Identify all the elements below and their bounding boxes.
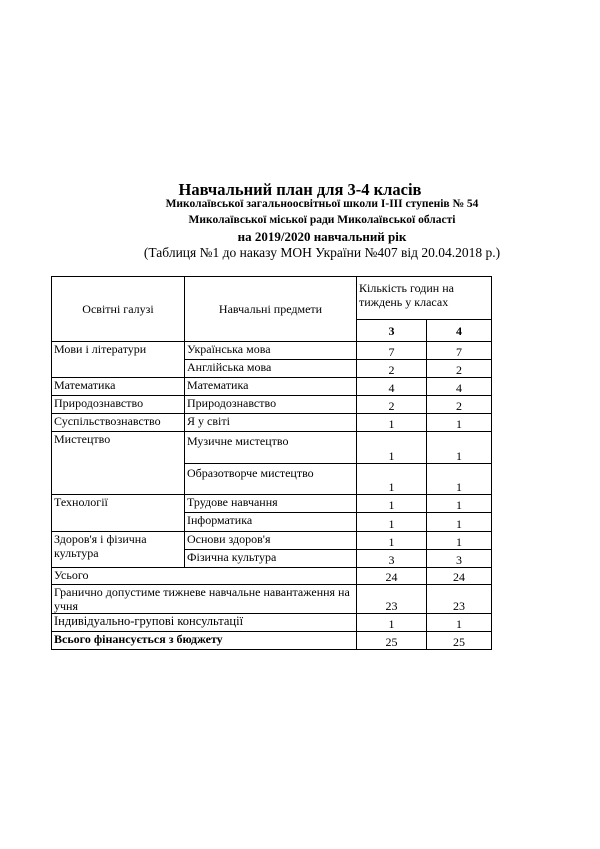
max-load-grade-3: 23 (357, 585, 427, 614)
hours-grade-3: 4 (357, 378, 427, 396)
grade-3-header: 3 (357, 320, 427, 342)
hours-grade-4: 4 (427, 378, 492, 396)
table-row (52, 532, 492, 550)
hours-grade-4: 2 (427, 396, 492, 414)
hours-grade-4: 1 (427, 495, 492, 513)
hours-grade-3: 2 (357, 396, 427, 414)
subject-cell: Англійська мова (185, 360, 357, 378)
table-header-row (52, 277, 492, 320)
area-cell: Здоров'я і фізична культура (52, 532, 185, 568)
hours-grade-3: 1 (357, 432, 427, 464)
hours-grade-3: 3 (357, 550, 427, 568)
subject-cell: Природознавство (185, 396, 357, 414)
hours-grade-4: 1 (427, 414, 492, 432)
hours-grade-4: 1 (427, 464, 492, 495)
area-cell: Мови і літератури (52, 342, 185, 378)
school-year: на 2019/2020 навчальний рік (237, 229, 407, 244)
max-load-grade-4: 23 (427, 585, 492, 614)
school-name: Миколаївської загальноосвітньої школи І-ІІІ ступенів № 54 (165, 198, 479, 210)
hours-grade-4: 1 (427, 513, 492, 532)
total-row (52, 568, 492, 585)
grade-4-header: 4 (427, 320, 492, 342)
hours-grade-4: 1 (427, 432, 492, 464)
subject-cell: Трудове навчання (185, 495, 357, 513)
hours-grade-3: 1 (357, 532, 427, 550)
subject-cell: Українська мова (185, 342, 357, 360)
subject-cell: Фізична культура (185, 550, 357, 568)
col-header-hours: Кількість годин на тиждень у класах (357, 277, 492, 320)
subject-cell: Основи здоров'я (185, 532, 357, 550)
hours-grade-3: 1 (357, 414, 427, 432)
council-name: Миколаївської міської ради Миколаївської області (188, 214, 456, 226)
hours-grade-3: 7 (357, 342, 427, 360)
total-grade-4: 24 (427, 568, 492, 585)
subject-cell: Музичне мистецтво (185, 432, 357, 464)
hours-grade-4: 7 (427, 342, 492, 360)
budget-grade-4: 25 (427, 632, 492, 650)
col-header-subject: Навчальні предмети (185, 277, 357, 342)
subject-cell: Інформатика (185, 513, 357, 532)
hours-grade-3: 1 (357, 513, 427, 532)
budget-grade-3: 25 (357, 632, 427, 650)
area-cell: Суспільствознавство (52, 414, 185, 432)
curriculum-table (51, 276, 492, 650)
hours-grade-4: 3 (427, 550, 492, 568)
consultations-label: Індивідуально-групові консультації (52, 614, 357, 632)
order-note: (Таблиця №1 до наказу МОН України №407 від 20.04.2018 р.) (143, 245, 501, 260)
table-row (52, 378, 492, 396)
hours-grade-4: 1 (427, 532, 492, 550)
area-cell: Технології (52, 495, 185, 532)
table-row (52, 396, 492, 414)
table-row (52, 495, 492, 513)
consultations-grade-3: 1 (357, 614, 427, 632)
table-row (52, 342, 492, 360)
subject-cell: Я у світі (185, 414, 357, 432)
subject-cell: Математика (185, 378, 357, 396)
total-label: Усього (52, 568, 357, 585)
max-load-label: Гранично допустиме тижневе навчальне навантаження на учня (52, 585, 357, 614)
page-title: Навчальний план для 3-4 класів (178, 180, 422, 199)
hours-grade-3: 1 (357, 464, 427, 495)
col-header-area: Освітні галузі (52, 277, 185, 342)
hours-grade-3: 1 (357, 495, 427, 513)
area-cell: Мистецтво (52, 432, 185, 495)
budget-label: Всього фінансується з бюджету (52, 632, 357, 650)
total-grade-3: 24 (357, 568, 427, 585)
table-row (52, 414, 492, 432)
table-row (52, 432, 492, 464)
area-cell: Природознавство (52, 396, 185, 414)
hours-grade-3: 2 (357, 360, 427, 378)
consultations-grade-4: 1 (427, 614, 492, 632)
hours-grade-4: 2 (427, 360, 492, 378)
subject-cell: Образотворче мистецтво (185, 464, 357, 495)
consultations-row (52, 614, 492, 632)
budget-row (52, 632, 492, 650)
area-cell: Математика (52, 378, 185, 396)
max-load-row (52, 585, 492, 614)
